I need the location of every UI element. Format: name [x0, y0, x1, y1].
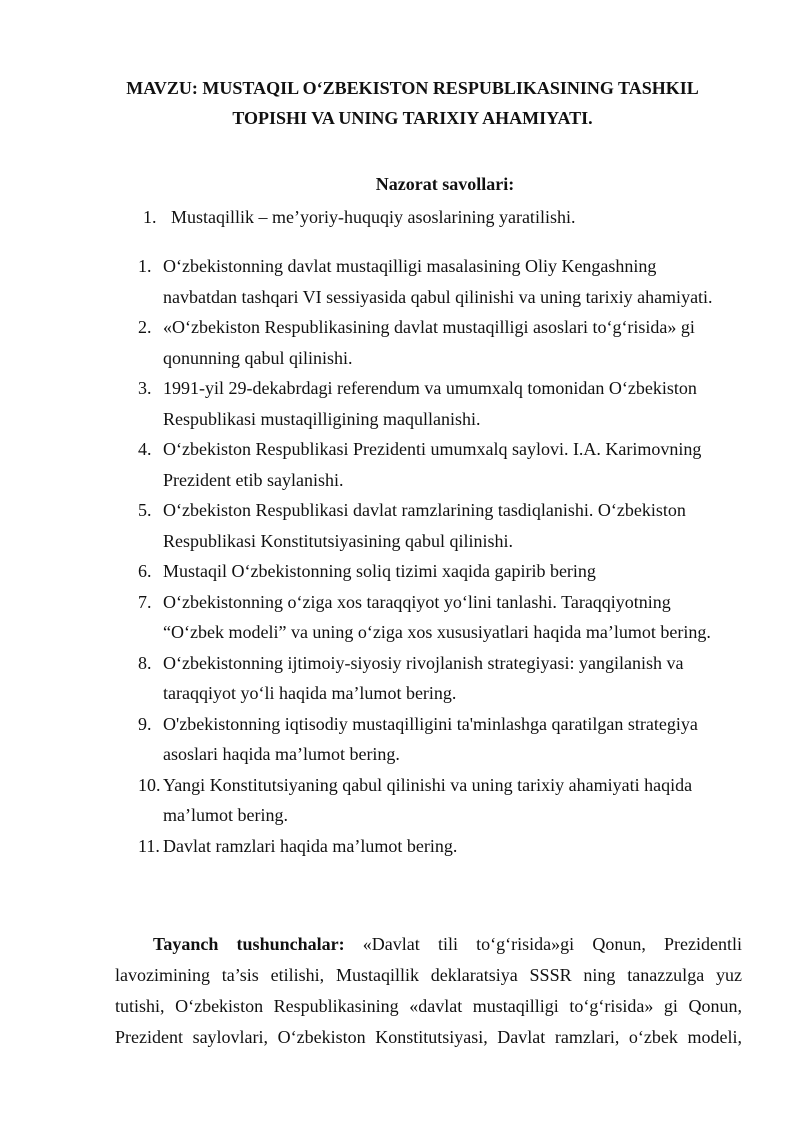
question-text-line: O‘zbekistonning o‘ziga xos taraqqiyot yo‘lini tanlashi. Taraqqiyotning [163, 591, 671, 612]
list-item-text: Mustaqillik – me’yoriy-huquqiy asoslarining yaratilishi. [171, 207, 576, 227]
question-text-line: Respublikasi Konstitutsiyasining qabul qilinishi. [163, 530, 514, 551]
list-number: 8. [138, 652, 152, 673]
question-text-line: ma’lumot bering. [163, 805, 288, 825]
question-item [138, 587, 758, 648]
question-text-line: Respublikasi mustaqilligining maqullanishi. [163, 408, 481, 429]
document-title [110, 73, 715, 133]
title-line-2: TOPISHI VA UNING TARIXIY AHAMIYATI. [232, 108, 593, 128]
list-number: 6. [138, 561, 152, 581]
question-text-line: qonunning qabul qilinishi. [163, 347, 353, 368]
key-concepts-label: Tayanch tushunchalar: [153, 934, 345, 954]
question-text-line: Prezident etib saylanishi. [163, 469, 344, 490]
list-number: 4. [138, 439, 152, 459]
title-line-1: MAVZU: MUSTAQIL O‘ZBEKISTON RESPUBLIKASINING TASHKIL [126, 78, 699, 98]
control-questions-heading: Nazorat savollari: [375, 174, 515, 194]
question-text-line: O‘zbekiston Respublikasi Prezidenti umumxalq saylovi. I.A. Karimovning [163, 439, 702, 459]
key-concepts-line-2: lavozimining ta’sis etilishi, Mustaqillik deklaratsiya SSSR ning tanazzulga yuz [115, 965, 742, 985]
list-number: 2. [138, 317, 152, 337]
key-concepts-paragraph [115, 929, 742, 1053]
key-concepts-line-4: Prezident saylovlari, O‘zbekiston Konstitutsiyasi, Davlat ramzlari, o‘zbek modeli, [115, 1027, 742, 1047]
question-item [138, 709, 758, 770]
list-number: 1. [143, 207, 157, 227]
question-text-line: O‘zbekiston Respublikasi davlat ramzlarining tasdiqlanishi. O‘zbekiston [163, 500, 686, 520]
key-concepts-text-1: «Davlat tili to‘g‘risida»gi Qonun, Prezidentli [362, 934, 743, 954]
question-text-line: 1991-yil 29-dekabrdagi referendum va umumxalq tomonidan O‘zbekiston [163, 378, 697, 398]
question-item [138, 434, 758, 495]
list-number: 9. [138, 713, 152, 734]
question-text-line: asoslari haqida ma’lumot bering. [163, 744, 400, 764]
question-item [138, 770, 758, 831]
key-concepts-line-1 [115, 929, 742, 960]
question-text-line: taraqqiyot yo‘li haqida ma’lumot bering. [163, 683, 457, 703]
list-number: 7. [138, 591, 152, 612]
list-number: 11. [138, 835, 160, 856]
question-text-line: O‘zbekistonning davlat mustaqilligi masalasining Oliy Kengashning [163, 256, 657, 276]
question-text-line: “O‘zbek modeli” va uning o‘ziga xos xususiyatlari haqida ma’lumot bering. [163, 622, 711, 642]
question-text-line: Davlat ramzlari haqida ma’lumot bering. [163, 835, 458, 856]
list-number: 5. [138, 500, 152, 520]
question-item [138, 648, 758, 709]
list-number: 3. [138, 378, 152, 398]
question-item [138, 312, 758, 373]
questions-list [138, 251, 758, 861]
question-text-line: O'zbekistonning iqtisodiy mustaqilligini ta'minlashga qaratilgan strategiya [163, 713, 698, 734]
question-item [138, 495, 758, 556]
question-item [138, 373, 758, 434]
first-list-item [143, 205, 575, 229]
key-concepts-line-3: tutishi, O‘zbekiston Respublikasining «davlat mustaqilligi to‘g‘risida» gi Qonun, [115, 996, 742, 1016]
question-text-line: navbatdan tashqari VI sessiyasida qabul qilinishi va uning tarixiy ahamiyati. [163, 286, 713, 307]
question-text-line: O‘zbekistonning ijtimoiy-siyosiy rivojlanish strategiyasi: yangilanish va [163, 652, 684, 673]
list-number: 1. [138, 256, 152, 276]
list-number: 10. [138, 774, 161, 795]
question-item [138, 556, 758, 587]
question-text-line: Mustaqil O‘zbekistonning soliq tizimi xaqida gapirib bering [163, 561, 596, 581]
question-item [138, 251, 758, 312]
question-text-line: Yangi Konstitutsiyaning qabul qilinishi va uning tarixiy ahamiyati haqida [163, 774, 693, 795]
question-text-line: «O‘zbekiston Respublikasining davlat mustaqilligi asoslari to‘g‘risida» gi [163, 317, 695, 337]
question-item [138, 831, 758, 862]
